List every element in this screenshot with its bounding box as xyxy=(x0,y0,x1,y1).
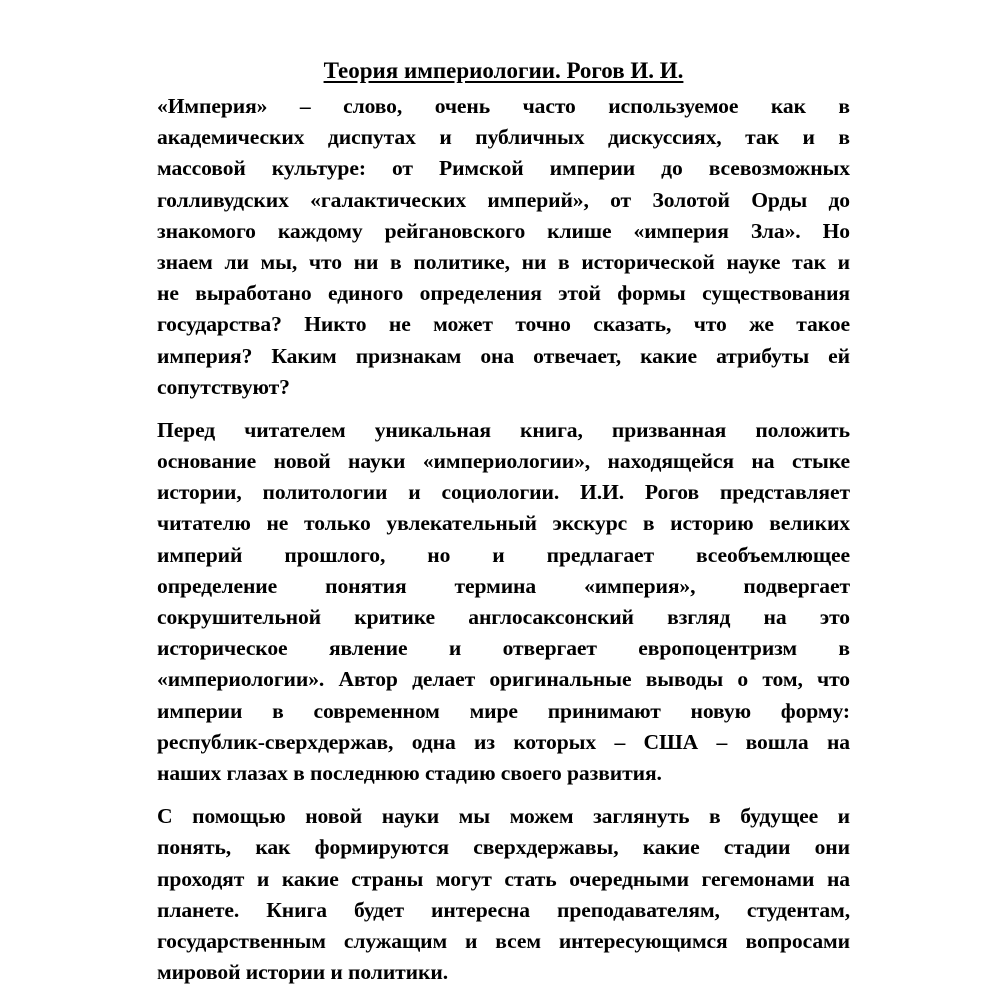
text-line: сокрушительной критике англосаксонский взгляд на это xyxy=(157,605,850,629)
text-line: историческое явление и отвергает европоцентризм в xyxy=(157,636,850,661)
text-line: республик-сверхдержав, одна из которых – США – вошла на xyxy=(157,729,850,754)
text-line: знакомого каждому рейгановского клише «империя Зла». Но xyxy=(157,218,850,243)
text-line: проходят и какие страны могут стать очередными гегемонами на xyxy=(157,866,850,891)
text-line: «Империя» – слово, очень часто используемое как в xyxy=(157,94,850,118)
text-line: истории, политологии и социологии. И.И. Рогов представляет xyxy=(157,480,850,505)
text-line: Перед читателем уникальная книга, призванная положить xyxy=(157,417,850,442)
text-line: С помощью новой науки мы можем заглянуть в будущее и xyxy=(157,804,850,829)
text-line: массовой культуре: от Римской империи до всевозможных xyxy=(157,156,850,181)
document-title: Теория империологии. Рогов И. И. xyxy=(323,58,684,83)
paragraph-2 xyxy=(157,415,850,789)
paragraph-3 xyxy=(157,801,850,988)
text-line: основание новой науки «империологии», находящейся на стыке xyxy=(157,449,850,474)
text-line: академических диспутах и публичных дискуссиях, так и в xyxy=(157,125,850,150)
text-line: знаем ли мы, что ни в политике, ни в исторической науке так и xyxy=(157,249,850,274)
text-line: понять, как формируются сверхдержавы, какие стадии они xyxy=(157,835,850,860)
text-line: империй прошлого, но и предлагает всеобъемлющее xyxy=(157,542,850,567)
text-line: голливудских «галактических империй», от Золотой Орды до xyxy=(157,187,850,212)
text-line: государственным служащим и всем интересующимся вопросами xyxy=(157,928,850,953)
text-line: империи в современном мире принимают новую форму: xyxy=(157,698,850,723)
paragraph-1 xyxy=(157,91,850,403)
text-line: мировой истории и политики. xyxy=(157,960,448,985)
document-page xyxy=(157,56,850,1000)
text-line: «империологии». Автор делает оригинальные выводы о том, что xyxy=(157,667,850,692)
text-line: планете. Книга будет интересна преподавателям, студентам, xyxy=(157,897,850,922)
text-line: определение понятия термина «империя», подвергает xyxy=(157,573,850,598)
text-line: читателю не только увлекательный экскурс в историю великих xyxy=(157,511,850,536)
text-line: не выработано единого определения этой формы существования xyxy=(157,281,850,306)
text-line: наших глазах в последнюю стадию своего развития. xyxy=(157,760,662,785)
text-line: государства? Никто не может точно сказать, что же такое xyxy=(157,312,850,337)
text-line: сопутствуют? xyxy=(157,374,290,399)
text-line: империя? Каким признакам она отвечает, какие атрибуты ей xyxy=(157,343,850,368)
